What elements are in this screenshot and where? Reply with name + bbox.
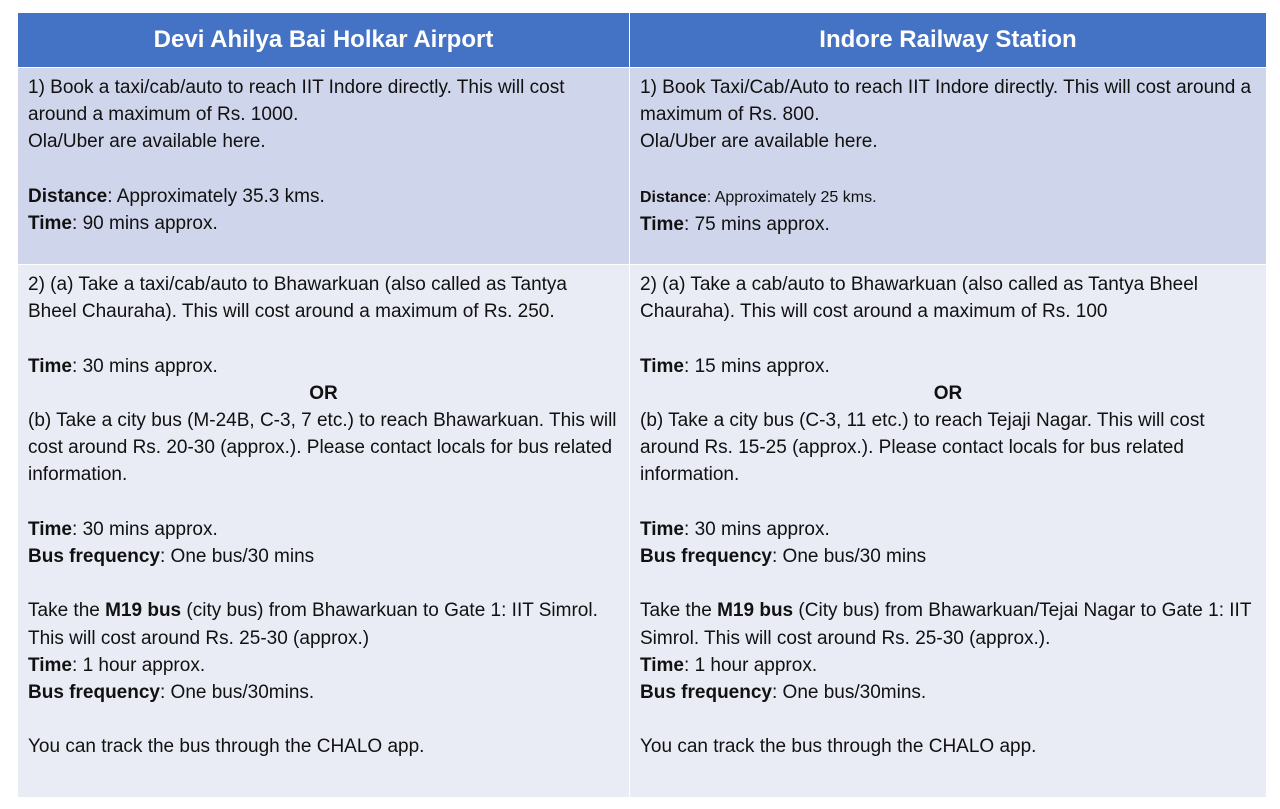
airport-time: Time: 90 mins approx. — [28, 213, 218, 234]
airport-option1-ola: Ola/Uber are available here. — [28, 131, 266, 153]
railway-m19-time: Time: 1 hour approx. — [640, 654, 818, 676]
airport-m19-time: Time: 1 hour approx. — [28, 654, 206, 676]
header-row — [18, 13, 1267, 68]
airport-option1-text: 1) Book a taxi/cab/auto to reach IIT Indore directly. This will cost around a maximum of Rs. 1000. — [28, 77, 565, 126]
railway-m19-frequency: Bus frequency: One bus/30mins. — [640, 682, 927, 703]
railway-option2b-frequency: Bus frequency: One bus/30 mins — [640, 546, 927, 567]
railway-option1-cell — [630, 68, 1267, 265]
airport-m19-text: Take the M19 bus (city bus) from Bhawarkuan to Gate 1: IIT Simrol. This will cost around Rs. 25-30 (approx.) — [28, 600, 598, 649]
railway-option2a-text: 2) (a) Take a cab/auto to Bhawarkuan (also called as Tantya Bheel Chauraha). This will cost around a maximum of Rs. 100 — [640, 274, 1199, 323]
railway-option2b-text: (b) Take a city bus (C-3, 11 etc.) to reach Tejaji Nagar. This will cost around Rs. 15-25 (approx.). Please contact locals for bus related information. — [640, 410, 1205, 486]
railway-option1-text: 1) Book Taxi/Cab/Auto to reach IIT Indore directly. This will cost around a maximum of Rs. 800. — [640, 77, 1252, 126]
airport-track-note: You can track the bus through the CHALO app. — [28, 736, 425, 758]
airport-or: OR — [309, 382, 338, 404]
railway-m19-text: Take the M19 bus (City bus) from Bhawarkuan/Tejai Nagar to Gate 1: IIT Simrol. This will cost around Rs. 25-30 (approx.). — [640, 600, 1252, 649]
option1-row — [18, 68, 1267, 265]
airport-option2b-text: (b) Take a city bus (M-24B, C-3, 7 etc.) to reach Bhawarkuan. This will cost around Rs. 20-30 (approx.). Please contact locals for bus related information. — [28, 410, 617, 486]
airport-option2-cell — [18, 265, 630, 798]
header-airport: Devi Ahilya Bai Holkar Airport — [18, 13, 630, 68]
airport-option1-cell — [18, 68, 630, 265]
railway-option2-cell — [630, 265, 1267, 798]
airport-option2b-frequency: Bus frequency: One bus/30 mins — [28, 546, 315, 567]
railway-distance: Distance: Approximately 25 kms. — [640, 188, 877, 206]
railway-option2b-time: Time: 30 mins approx. — [640, 518, 830, 540]
railway-or: OR — [933, 382, 963, 404]
airport-distance: Distance: Approximately 35.3 kms. — [28, 185, 325, 207]
railway-time: Time: 75 mins approx. — [640, 214, 830, 235]
header-railway: Indore Railway Station — [630, 13, 1267, 68]
airport-option2a-text: 2) (a) Take a taxi/cab/auto to Bhawarkuan (also called as Tantya Bheel Chauraha). This will cost around a maximum of Rs. 250. — [28, 274, 567, 323]
railway-option2a-time: Time: 15 mins approx. — [640, 355, 830, 377]
airport-m19-frequency: Bus frequency: One bus/30mins. — [28, 682, 315, 703]
airport-option2a-time: Time: 30 mins approx. — [28, 355, 218, 377]
railway-track-note: You can track the bus through the CHALO app. — [640, 736, 1037, 758]
airport-option2b-time: Time: 30 mins approx. — [28, 518, 218, 540]
routes-table — [17, 12, 1267, 798]
option2-row — [18, 265, 1267, 798]
railway-option1-ola: Ola/Uber are available here. — [640, 131, 878, 153]
